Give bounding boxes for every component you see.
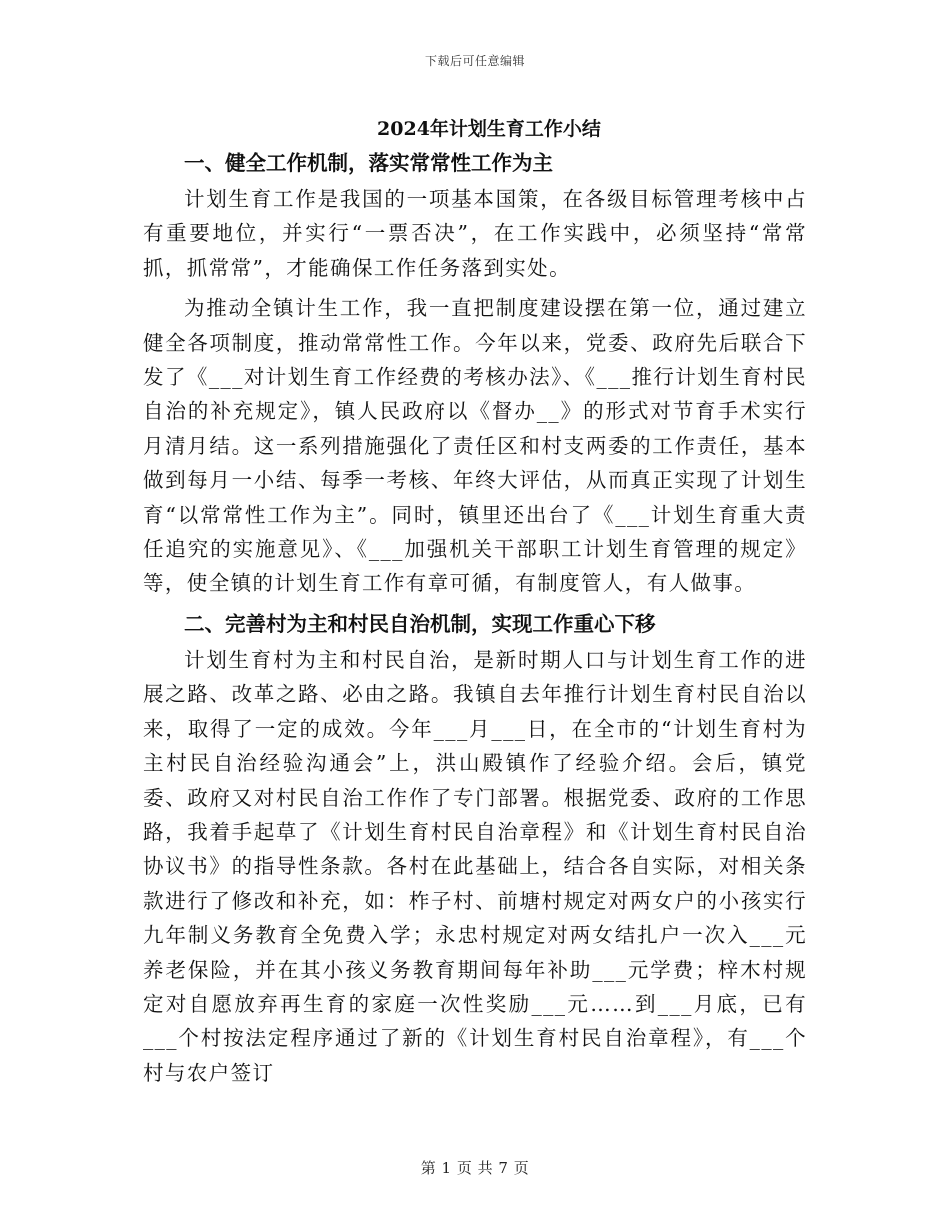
header-note: 下载后可任意编辑	[424, 54, 525, 68]
section-1-paragraph-2: 为推动全镇计生工作，我一直把制度建设摆在第一位，通过建立健全各项制度，推动常常性工作。今年以来，党委、政府先后联合下发了《___对计划生育工作经费的考核办法》、《___推行计划生育村民自治的补充规定》，镇人民政府以《督办__》的形式对节育手术实行月清月结。这一系列措施强化了责任区和村支两委的工作责任，基本做到每月一小结、每季一考核、年终大评估，从而真正实现了计划生育“以常常性工作为主”。同时，镇里还出台了《___计划生育重大责任追究的实施意见》、《___加强机关干部职工计划生育管理的规定》等，使全镇的计划生育工作有章可循，有制度管人，有人做事。	[143, 296, 807, 596]
document-body	[143, 112, 807, 1090]
section-2-heading: 二、完善村为主和村民自治机制，实现工作重心下移	[184, 611, 656, 636]
page-number: 第 1 页 共 7 页	[420, 1159, 530, 1177]
document-title: 2024年计划生育工作小结	[377, 118, 601, 140]
section-1-paragraph-1: 计划生育工作是我国的一项基本国策，在各级目标管理考核中占有重要地位，并实行“一票否决”，在工作实践中，必须坚持“常常抓，抓常常”，才能确保工作任务落到实处。	[143, 187, 807, 280]
section-2-paragraph-1: 计划生育村为主和村民自治，是新时期人口与计划生育工作的进展之路、改革之路、必由之路。我镇自去年推行计划生育村民自治以来，取得了一定的成效。今年___月___日，在全市的“计划生育村为主村民自治经验沟通会”上，洪山殿镇作了经验介绍。会后，镇党委、政府又对村民自治工作作了专门部署。根据党委、政府的工作思路，我着手起草了《计划生育村民自治章程》和《计划生育村民自治协议书》的指导性条款。各村在此基础上，结合各自实际，对相关条款进行了修改和补充，如：柞子村、前塘村规定对两女户的小孩实行九年制义务教育全免费入学；永忠村规定对两女结扎户一次入___元养老保险，并在其小孩义务教育期间每年补助___元学费；梓木村规定对自愿放弃再生育的家庭一次性奖励___元……到___月底，已有___个村按法定程序通过了新的《计划生育村民自治章程》，有___个村与农户签订	[143, 647, 807, 1085]
section-1-heading: 一、健全工作机制，落实常常性工作为主	[184, 151, 553, 175]
